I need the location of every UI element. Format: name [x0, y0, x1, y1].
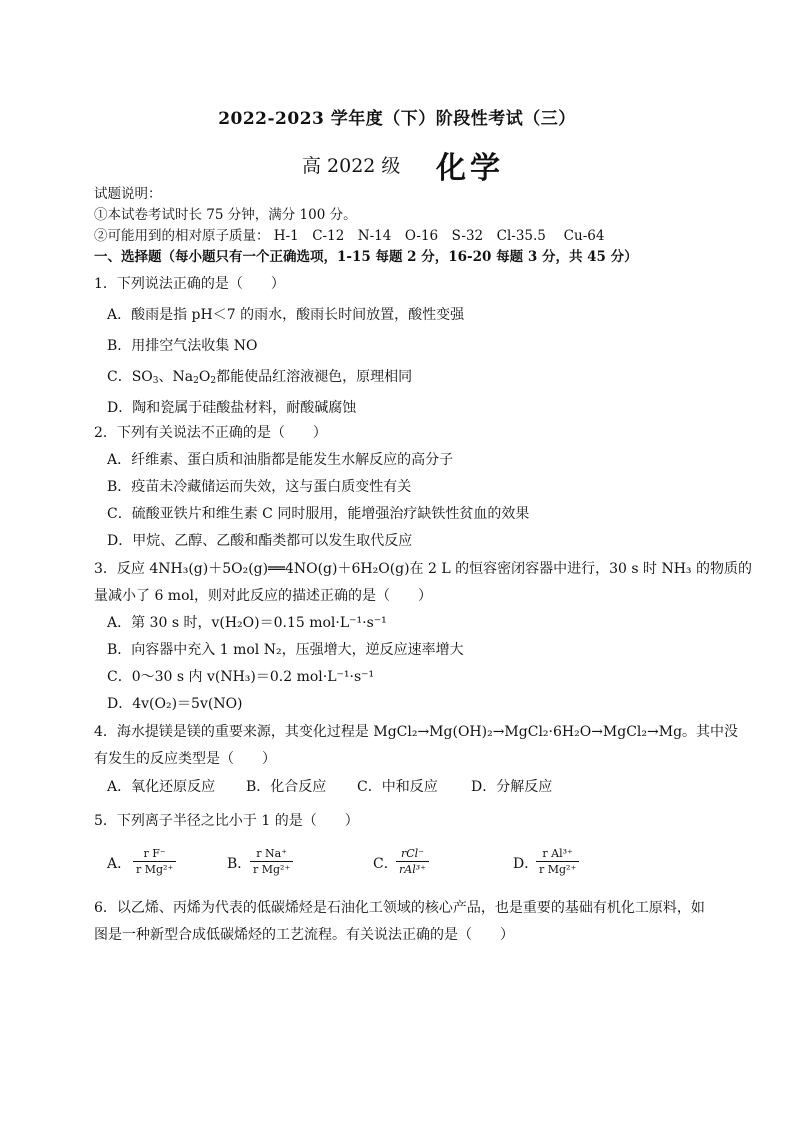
question-stem: 5．下列离子半径之比小于 1 的是（ ） — [94, 813, 359, 829]
option-b-label: B． — [227, 856, 252, 872]
option-d-label: D． — [513, 856, 539, 872]
question-stem: 1．下列说法正确的是（ ） — [94, 276, 285, 292]
question-stem-cont: 有发生的反应类型是（ ） — [94, 751, 276, 767]
option-d-fraction — [536, 846, 579, 877]
option-d: D．陶和瓷属于硅酸盐材料，耐酸碱腐蚀 — [107, 400, 357, 416]
question-stem: 4．海水提镁是镁的重要来源，其变化过程是 MgCl₂→Mg(OH)₂→MgCl₂·6H₂O→MgCl₂→Mg。其中没 — [94, 724, 739, 740]
option-b: B．疫苗未冷藏储运而失效，这与蛋白质变性有关 — [107, 479, 412, 495]
section-heading: 一、选择题（每小题只有一个正确选项，1-15 每题 2 分，16-20 每题 3 分，共 45 分） — [94, 249, 638, 265]
option-c-fraction — [396, 846, 429, 877]
fraction-numerator: r F⁻ — [133, 846, 176, 862]
option-c: C．$SO_3$、$Na_2O_2$都能使品红溶液褪色，原理相同 — [107, 369, 413, 386]
option-a: A．氧化还原反应 — [107, 779, 216, 795]
option-a-label: A． — [107, 856, 132, 872]
fraction-numerator: rCl⁻ — [396, 846, 429, 862]
fraction-numerator: r Al³⁺ — [536, 846, 579, 862]
option-d: D．4v(O₂)＝5v(NO) — [107, 696, 243, 712]
option-b: B．向容器中充入 1 mol N₂，压强增大，逆反应速率增大 — [107, 642, 464, 658]
option-d: D．甲烷、乙醇、乙酸和酯类都可以发生取代反应 — [107, 533, 413, 549]
option-c-label: C． — [373, 856, 398, 872]
question-stem-cont: 量减小了 6 mol，则对此反应的描述正确的是（ ） — [94, 588, 432, 604]
option-text: 、Na — [158, 369, 194, 385]
option-c: C．硫酸亚铁片和维生素 C 同时服用，能增强治疗缺铁性贫血的效果 — [107, 506, 530, 522]
option-c: C．0～30 s 内 v(NH₃)＝0.2 mol·L⁻¹·s⁻¹ — [107, 669, 375, 685]
option-text: 都能使品红溶液褪色，原理相同 — [216, 369, 413, 385]
fraction-numerator: r Na⁺ — [250, 846, 293, 862]
question-stem: 6．以乙烯、丙烯为代表的低碳烯烃是石油化工领域的核心产品，也是重要的基础有机化工原料，如 — [94, 900, 705, 916]
option-text: C．SO — [107, 369, 153, 385]
option-a: A．酸雨是指 pH＜7 的雨水，酸雨长时间放置，酸性变强 — [107, 307, 465, 323]
option-a: A．纤维素、蛋白质和油脂都是能发生水解反应的高分子 — [107, 452, 454, 468]
instruction-item: ①本试卷考试时长 75 分钟，满分 100 分。 — [94, 207, 357, 223]
option-b: B．化合反应 — [246, 779, 327, 795]
instructions-label: 试题说明： — [94, 186, 162, 202]
question-stem: 3．反应 4NH₃(g)＋5O₂(g)══4NO(g)＋6H₂O(g)在 2 L 的恒容密闭容器中进行，30 s 时 NH₃ 的物质的 — [94, 561, 752, 577]
question-stem-cont: 图是一种新型合成低碳烯烃的工艺流程。有关说法正确的是（ ） — [94, 927, 514, 943]
fraction-denominator: rAl³⁺ — [399, 863, 426, 876]
option-d: D．分解反应 — [471, 779, 553, 795]
fraction-denominator: r Mg²⁺ — [136, 863, 174, 876]
subject-label: 化学 — [436, 151, 504, 186]
instruction-item: ②可能用到的相对原子质量： H-1 C-12 N-14 O-16 S-32 Cl-35.5 Cu-64 — [94, 228, 605, 244]
option-a: A．第 30 s 时，v(H₂O)＝0.15 mol·L⁻¹·s⁻¹ — [107, 615, 387, 631]
option-b: B．用排空气法收集 NO — [107, 338, 258, 354]
option-c: C．中和反应 — [357, 779, 438, 795]
exam-title: 2022-2023 学年度（下）阶段性考试（三） — [218, 109, 576, 129]
fraction-denominator: r Mg²⁺ — [539, 863, 577, 876]
question-stem: 2．下列有关说法不正确的是（ ） — [94, 425, 327, 441]
fraction-denominator: r Mg²⁺ — [253, 863, 291, 876]
option-text: O — [198, 369, 211, 385]
option-b-fraction — [250, 846, 293, 877]
option-a-fraction — [133, 846, 176, 877]
grade-label: 高 2022 级 — [302, 155, 401, 177]
